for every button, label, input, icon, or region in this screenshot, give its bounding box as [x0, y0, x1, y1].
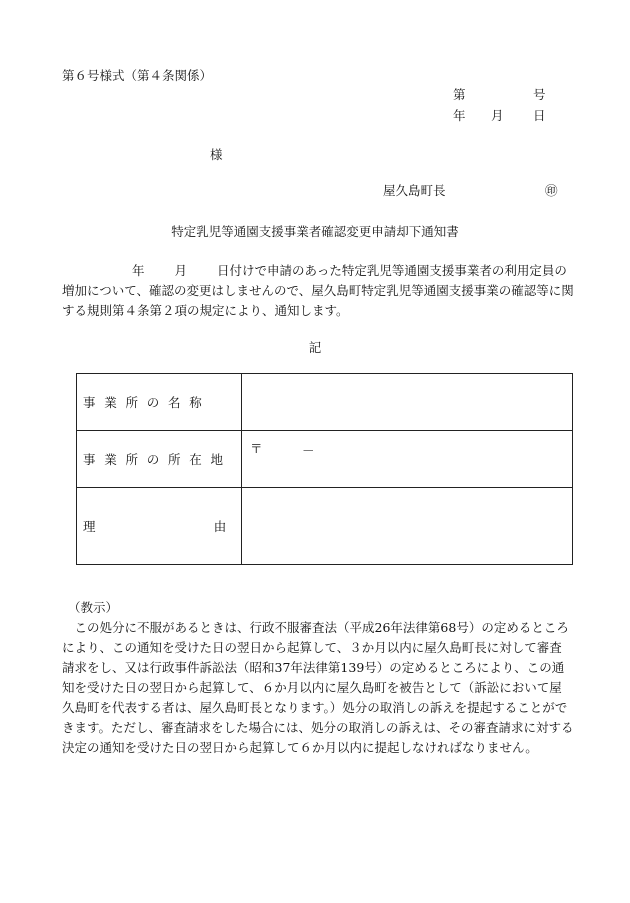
date-year-label: 年	[453, 108, 466, 123]
ki-heading: 記	[308, 340, 322, 355]
reason-value-cell	[242, 488, 573, 565]
facility-name-value-cell	[242, 374, 573, 431]
postal-dash: －	[302, 443, 315, 458]
date-month-label: 月	[491, 108, 504, 123]
postal-mark: 〒	[250, 441, 263, 456]
facility-address-value-cell	[242, 431, 573, 488]
body-month-label: 月	[174, 263, 188, 278]
addressee-suffix: 様	[210, 147, 223, 162]
reason-label-cell	[77, 488, 242, 565]
reason-label-left: 理	[83, 519, 105, 534]
document-number-suffix: 号	[533, 87, 546, 102]
form-number-label: 第６号様式（第４条関係）	[62, 68, 213, 83]
document-number-label: 第	[453, 87, 466, 102]
seal-mark: ㊞	[545, 183, 558, 198]
notice-text: この処分に不服があるときは、行政不服審査法（平成26年法律第68号）の定めるところにより、この通知を受けた日の翌日から起算して、３か月以内に屋久島町長に対して審査請求をし、又は行政事件訴訟法（昭和37年法律第139号）の定めるところにより、この通知を受けた日の翌日から起算して、６か月以内に屋久島町を被告として（訴訟において屋久島町を代表する者は、屋久島町長となります。）処分の取消しの訴えを提起することができます。ただし、審査請求をした場合には、処分の取消しの訴えは、その審査請求に対する決定の通知を受けた日の翌日から起算して６か月以内に提起しなければなりません。	[62, 620, 574, 755]
date-day-label: 日	[533, 108, 546, 123]
body-paragraph	[62, 261, 574, 321]
issuer-title: 屋久島町長	[383, 183, 446, 198]
document-title: 特定乳児等通園支援事業者確認変更申請却下通知書	[171, 224, 459, 239]
notice-label: （教示）	[68, 600, 119, 615]
facility-address-label: 事業所の所在地	[83, 452, 232, 467]
body-year-label: 年	[132, 263, 145, 278]
body-text: 日付けで申請のあった特定乳児等通園支援事業者の利用定員の増加について、確認の変更はしませんので、屋久島町特定乳児等通園支援事業の確認等に関する規則第４条第２項の規定により、通知します。	[62, 263, 574, 318]
facility-name-row	[77, 374, 573, 431]
details-table	[76, 373, 573, 565]
facility-name-label: 事業所の名称	[83, 395, 211, 410]
notice-section	[62, 598, 574, 758]
facility-name-label-cell	[77, 374, 242, 431]
reason-label-right: 由	[213, 519, 235, 534]
facility-address-row	[77, 431, 573, 488]
reason-row	[77, 488, 573, 565]
facility-address-label-cell	[77, 431, 242, 488]
